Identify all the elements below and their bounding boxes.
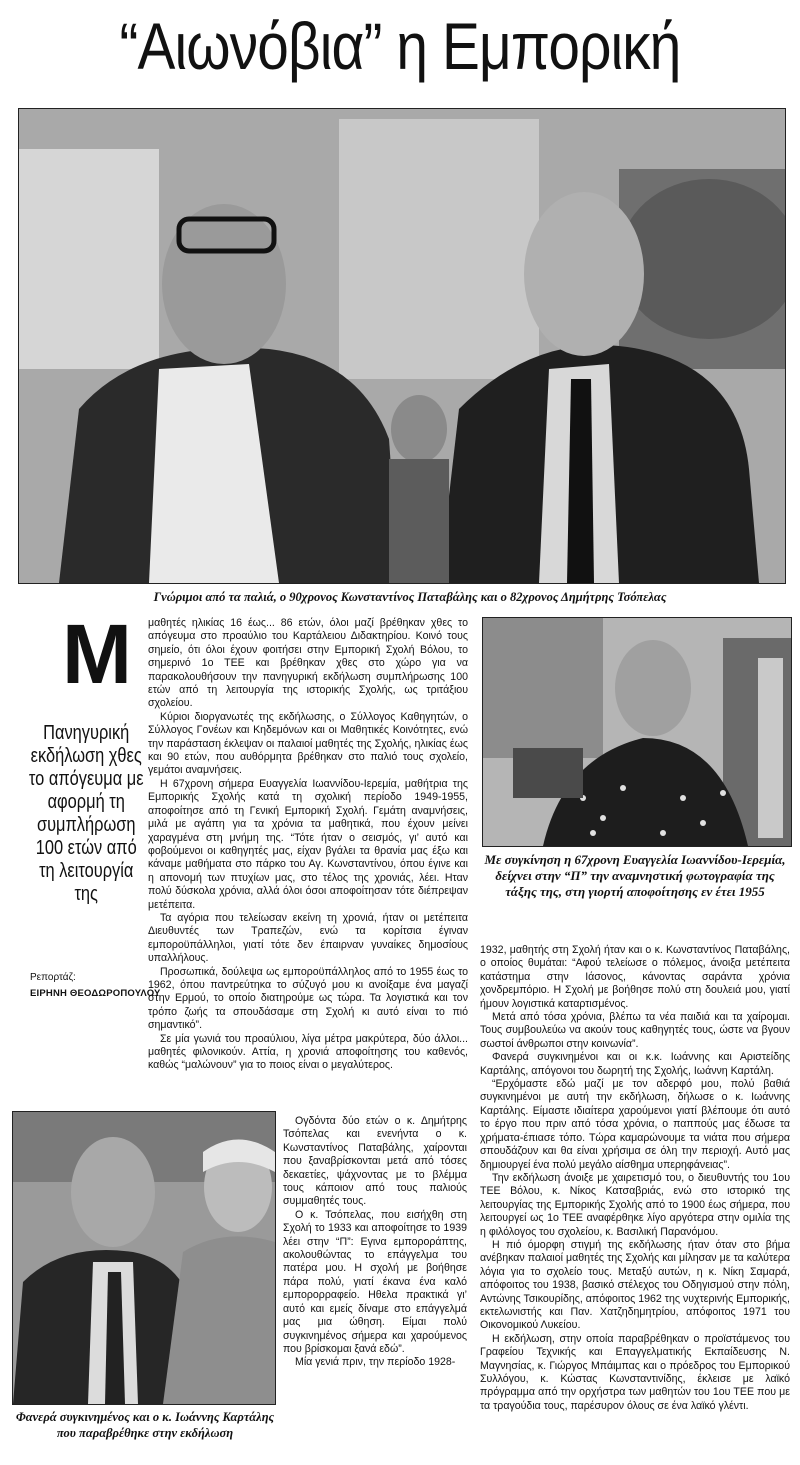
- top-photo-caption: Γνώριμοι από τα παλιά, ο 90χρονος Κωνσταντίνος Παταβάλης και ο 82χρονος Δημήτρης Τσόπελας: [153, 590, 667, 604]
- paragraph: Μετά από τόσα χρόνια, βλέπω τα νέα παιδιά και τα χαίρομαι. Τους συμβουλεύω να ακούν τους καθηγητές τους, ώστε να βγουν σωστοί άνθρωποι στην κοινωνία”.: [480, 1011, 790, 1050]
- headline: “Αιωνόβια” η Εμπορική: [119, 9, 681, 83]
- paragraph: Προσωπικά, δούλεψα ως εμποροϋπάλληλος από το 1955 έως το 1962, όπου παντρεύτηκα το σύζυγό μου κι ανοίξαμε ένα μαγαζί στην Ερμού, το οποίο διατηρούμε ως τώρα. Τα λογιστικά και τον τρόπο ζωής τα σπουδάσαμε στη Σχολή κι αυτό είναι το πιό σημαντικό”.: [148, 965, 468, 1032]
- paragraph: Κύριοι διοργανωτές της εκδήλωσης, ο Σύλλογος Καθηγητών, ο Σύλλογος Γονέων και Κηδεμόνων και οι Μαθητικές Κοινότητες, ενώ την παράσταση έκλεψαν οι παλαιοί μαθητές της Σχολής, ηλικίας έως και 90 ετών, που αυθόρμητα βρέθηκαν στο παλιό τους σχολείο, γεμάτοι αναμνήσεις.: [148, 710, 468, 777]
- right-photo-caption: Με συγκίνηση η 67χρονη Ευαγγελία Ιωαννίδου-Ιερεμία, δείχνει στην “Π” την αναμνηστική φωτογραφία της τάξης της, στη γιορτή αποφοίτησης εν έτει 1955: [484, 852, 786, 899]
- paragraph: Σε μία γωνιά του προαύλιου, λίγα μέτρα μακρύτερα, δύο άλλοι... μαθητές φιλονικούν. Αττία, η χρονιά αποφοίτησης του καθενός, καθώς “μαλώνουν” για το ποιος είναι ο μεγαλύτερος.: [148, 1032, 468, 1072]
- photo-kartalis: [12, 1111, 276, 1405]
- paragraph: Ογδόντα δύο ετών ο κ. Δημήτρης Τσόπελας και ενενήντα ο κ. Κωνσταντίνος Παταβάλης, χαίρονται που ξαναβρίσκονται μετά από τόσες δεκαετίες, ψάχνοντας με το βλέμμα τους κάποιον από τους παλιούς συμμαθητές τους.: [283, 1115, 467, 1208]
- article-column-2: [480, 944, 790, 1460]
- paragraph: Ο κ. Τσόπελας, που εισήχθη στη Σχολή το 1933 και αποφοίτησε το 1939 λέει στην “Π”: Εγινα εμποροράπτης, ακολουθώντας το επάγγελμα του πατέρα μου. Η σχολή με βοήθησε πάρα πολύ, γιατί έκανα ένα καλό εμπορορραφείο. Ηθελα πρακτικά γι’ αυτό και εμείς δίναμε στο επάγγελμά μας μια ώθηση. Είμαι πολύ συγκινημένος σήμερα και χαρούμενος που βρίσκομαι ξανά εδώ”.: [283, 1208, 467, 1355]
- reporter-label: Ρεπορτάζ:: [30, 972, 76, 983]
- drop-cap: Μ: [62, 607, 132, 701]
- photo-patavalis-tsopelas: [18, 108, 786, 584]
- paragraph: Τα αγόρια που τελείωσαν εκείνη τη χρονιά, ήταν οι μετέπειτα Διευθυντές των Τραπεζών, ενώ τα κορίτσια έγιναν εμποροϋπάλληλοι, γιατί τότε δεν έπαιρναν γυναίκες δημοσίους υπαλλήλους.: [148, 911, 468, 965]
- bottom-photo-caption: Φανερά συγκινημένος και ο κ. Ιωάννης Καρτάλης που παραβρέθηκε στην εκδήλωση: [15, 1410, 275, 1440]
- paragraph: Η 67χρονη σήμερα Ευαγγελία Ιωαννίδου-Ιερεμία, μαθήτρια της Εμπορικής Σχολής κατά τη σχολική περίοδο 1949-1955, αποφοίτησε από τη Γενική Εμπορική Σχολή. Γεμάτη αναμνήσεις, μιλά με αγάπη για τα χρόνια τα μαθητικά, που έχουν μείνει χαραγμένα στη μνήμη της. “Τότε ήταν ο σεισμός, γι’ αυτό και φοβούμενοι οι καθηγητές μας, είχαν βγάλει τα θρανία μας έξω και κάναμε μαθήματα στο πάρκο του Αγ. Κωνσταντίνου, όπου έγινε και η απονομή των πτυχίων μας, στο τέλος της χρονιάς, λέει. Ηταν πολύ δύσκολα χρόνια, αλλά όλοι όσοι αποφοίτησαν τότε διέπρεψαν μετέπειτα.: [148, 777, 468, 911]
- article-column-1: [148, 617, 468, 1113]
- lead-paragraph: Πανηγυρική εκδήλωση χθες το απόγευμα με αφορμή τη συμπλήρωση 100 ετών από τη λειτουργία της: [28, 722, 144, 905]
- paragraph: Η εκδήλωση, στην οποία παραβρέθηκαν ο προϊστάμενος του Γραφείου Τεχνικής και Επαγγελματικής Εκπαίδευσης Ν. Μαγνησίας, κ. Γιώργος Μπάιμπας και ο πρόεδρος του Εμπορικού Συλλόγου, κ. Κώστας Κωνσταντινίδης, έκλεισε με λαϊκό πρόγραμμα από την ορχήστρα των μαθητών του 1ου ΤΕΕ που με τα τραγούδια τους, παρέσυρον όλους σε ένα λαϊκό γλέντι.: [480, 1332, 790, 1412]
- reporter-name: ΕΙΡΗΝΗ ΘΕΟΔΩΡΟΠΟΥΛΟΥ: [30, 988, 161, 999]
- paragraph: Η πιό όμορφη στιγμή της εκδήλωσης ήταν όταν στο βήμα ανέβηκαν παλαιοί μαθητές της Σχολής και μίλησαν με τα καλύτερα λόγια για το σχολείο τους. Μεταξύ αυτών, η κ. Νίκη Σαμαρά, απόφοιτος του 1938, βασικό στέλεχος του Οδηγισμού στην πόλη, Αντώνης Τσικουρίδης, απόφοιτος 1962 της νυχτερινής Εμπορικής, εκτελωνιστής και Παν. Χατζηδημητρίου, απόφοιτος 1971 του Οικονομικού Λυκείου.: [480, 1238, 790, 1332]
- paragraph: μαθητές ηλικίας 16 έως... 86 ετών, όλοι μαζί βρέθηκαν χθες το απόγευμα στο προαύλιο του Καρτάλειου Διδακτηρίου. Κοινό τους σημείο, ότι όλοι έχουν φοιτήσει στην Εμπορική Σχολή Βόλου, το σημερινό 1ο ΤΕΕ και βρέθηκαν χθες στο χώρο για να παρακολουθήσουν την πανηγυρική εκδήλωση συμπλήρωσης 100 ετών από τη λειτουργία της ιστορικής Σχολής, ως τριτάξιου σχολείου.: [148, 617, 468, 710]
- paragraph: Μία γενιά πριν, την περίοδο 1928-: [295, 1356, 456, 1369]
- photo-ioannidou-ieremia: [482, 617, 792, 847]
- paragraph: Την εκδήλωση άνοιξε με χαιρετισμό του, ο διευθυντής του 1ου ΤΕΕ Βόλου, κ. Νίκος Κατσαβριάς, ενώ στο ιστορικό της λειτουργίας της Εμπορικής Σχολής από το 1900 έως σήμερα, που λειτουργεί ως 1ο ΤΕΕ αναφέρθηκε λίγο αργότερα στην ομιλία της η φιλόλογος του σχολείου, κ. Βασιλική Παρανόμου.: [480, 1171, 790, 1238]
- article-column-1-continued: [283, 1115, 467, 1460]
- paragraph: 1932, μαθητής στη Σχολή ήταν και ο κ. Κωνσταντίνος Παταβάλης, ο οποίος θυμάται: “Αφού τελείωσε ο πόλεμος, άνοιξα μετέπειτα κατάστημα στην Ιάσονος, κάνοντας σαράντα χρόνια χονδρεμπόριο. Η Σχολή με βοήθησε πολύ στη δουλειά μου, γιατί ήμουν λογιστικά καταρτισμένος.: [480, 944, 790, 1010]
- paragraph: Φανερά συγκινημένοι και οι κ.κ. Ιωάννης και Αριστείδης Καρτάλης, απόγονοι του δωρητή της Σχολής, Ιωάννη Καρτάλη.: [480, 1051, 790, 1077]
- paragraph: “Ερχόμαστε εδώ μαζί με τον αδερφό μου, πολύ βαθιά συγκινημένοι με αυτή την εκδήλωση, δήλωσε ο κ. Ιωάννης Καρτάλης. Είμαστε ιδιαίτερα χαρούμενοι γιατί βλέπουμε ότι αυτό το έργο που πριν από τόσα χρόνια, ο παππούς μας έδωσε τα χρήματα-έπιασε τόπο. Τώρα καμαρώνουμε τα νιάτα που σήμερα σπουδάζουν και θα είναι χρήσιμα σε όλη την περιοχή. Αυτό μας δημιουργεί ένα πολύ μεγάλο αίσθημα υπερηφάνειας”.: [480, 1078, 790, 1171]
